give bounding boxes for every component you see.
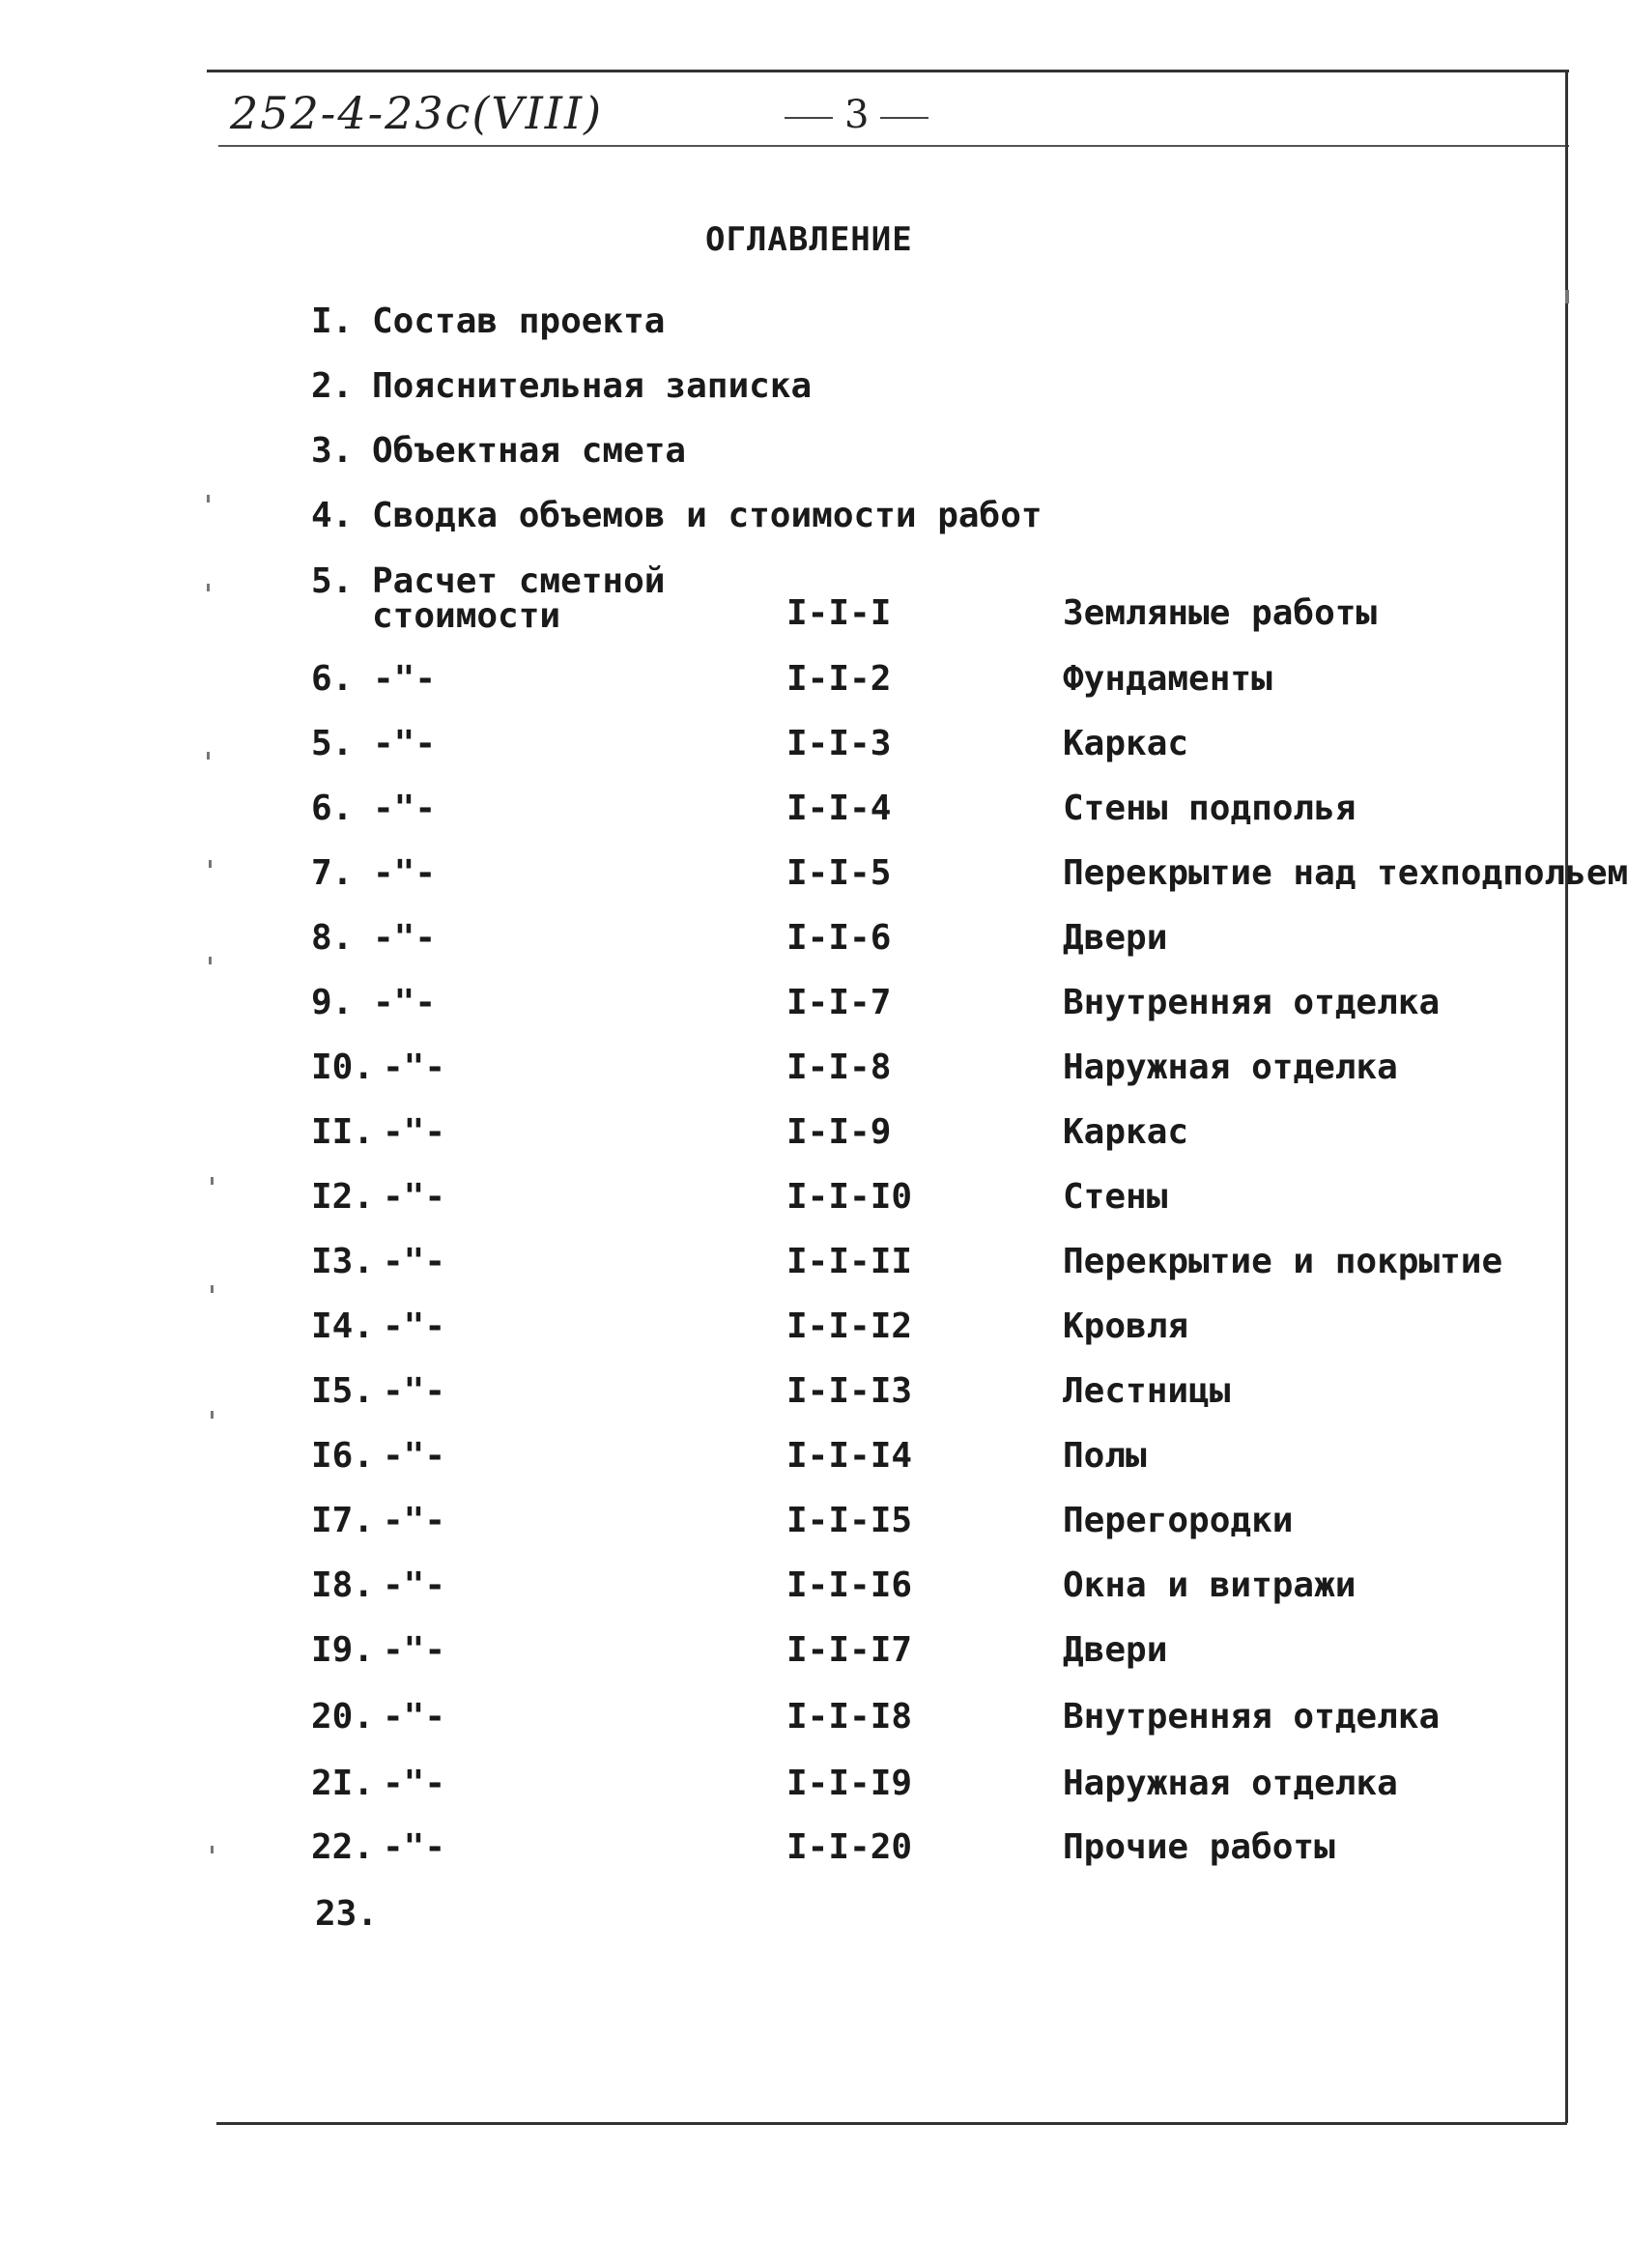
- row-ditto: -"-: [383, 1827, 446, 1867]
- row-number: 22.: [311, 1827, 375, 1867]
- table-row: [0, 1112, 1628, 1161]
- row-number: 9.: [311, 983, 354, 1022]
- estimate-code: I-I-9: [786, 1112, 892, 1152]
- row-ditto: -"-: [383, 1436, 446, 1476]
- estimate-title: Наружная отделка: [1063, 1764, 1398, 1803]
- row-number: 7.: [311, 853, 354, 893]
- row-ditto: -"-: [383, 1112, 446, 1152]
- table-row: [0, 853, 1628, 902]
- document-code: 252-4-23с(VIII): [230, 87, 604, 139]
- table-row: [0, 1242, 1628, 1290]
- row-ditto: -"-: [373, 983, 437, 1022]
- row-ditto: -"-: [383, 1764, 446, 1803]
- row-ditto: -"-: [373, 724, 437, 763]
- scan-speck: [211, 1177, 214, 1185]
- estimate-code: I-I-6: [786, 918, 892, 958]
- table-row: [0, 1306, 1628, 1355]
- frame-bottom-line: [216, 2122, 1567, 2125]
- row-number: I4.: [311, 1306, 375, 1346]
- row-number: I2.: [311, 1177, 375, 1217]
- row-number: I9.: [311, 1630, 375, 1670]
- row-number: I6.: [311, 1436, 375, 1476]
- row-number: 8.: [311, 918, 354, 958]
- frame-right-line: [1565, 70, 1568, 2123]
- toc-item-text: Состав проекта: [372, 301, 666, 341]
- row-ditto: -"-: [383, 1177, 446, 1217]
- row-number: I7.: [311, 1501, 375, 1540]
- row-number: I0.: [311, 1048, 375, 1087]
- page-number-dash-left: [785, 117, 833, 119]
- toc-item-text: Пояснительная записка: [372, 366, 813, 406]
- row-ditto: -"-: [383, 1501, 446, 1540]
- estimate-code: I-I-I: [786, 593, 892, 633]
- estimate-code: I-I-I8: [786, 1697, 913, 1737]
- estimate-title: Двери: [1063, 918, 1168, 958]
- estimate-title: Перегородки: [1063, 1501, 1294, 1540]
- row-ditto: -"-: [373, 853, 437, 893]
- toc-item-number: 2.: [311, 366, 354, 406]
- table-row: [0, 1048, 1628, 1096]
- estimate-code: I-I-7: [786, 983, 892, 1022]
- table-row: [0, 1827, 1628, 1876]
- table-row: [0, 1630, 1628, 1679]
- scan-speck: [207, 495, 210, 502]
- toc-item-number: 5.: [311, 561, 354, 601]
- page-number-dash-right: [880, 117, 928, 119]
- toc-item-text: Объектная смета: [372, 431, 687, 471]
- row-ditto: -"-: [373, 789, 437, 828]
- frame-top-line: [207, 70, 1569, 72]
- estimate-code: I-I-I7: [786, 1630, 913, 1670]
- estimate-title: Внутренняя отделка: [1063, 983, 1441, 1022]
- header-divider-line: [218, 145, 1569, 147]
- estimate-title: Кровля: [1063, 1306, 1189, 1346]
- row-number: 20.: [311, 1697, 375, 1737]
- table-row: [0, 789, 1628, 837]
- estimate-title: Земляные работы: [1063, 593, 1378, 633]
- toc-item-number: 4.: [311, 496, 354, 535]
- page-title: ОГЛАВЛЕНИЕ: [705, 220, 913, 259]
- estimate-title: Перекрытие и покрытие: [1063, 1242, 1503, 1281]
- table-row: [0, 1177, 1628, 1225]
- page-number: [773, 93, 940, 137]
- scan-speck: [209, 860, 212, 868]
- toc-simple-list: [311, 301, 1042, 560]
- toc-last-item-number: 23.: [315, 1894, 379, 1934]
- estimate-code: I-I-I3: [786, 1371, 913, 1411]
- scan-speck: [209, 957, 212, 964]
- estimate-code: I-I-8: [786, 1048, 892, 1087]
- toc-calc-heading-row: [0, 593, 1628, 642]
- estimate-code: I-I-4: [786, 789, 892, 828]
- row-ditto: -"-: [383, 1630, 446, 1670]
- row-number: I8.: [311, 1565, 375, 1605]
- table-row: [0, 1697, 1628, 1745]
- row-ditto: -"-: [383, 1048, 446, 1087]
- estimate-title: Каркас: [1063, 724, 1189, 763]
- scan-speck: [1565, 290, 1569, 303]
- toc-item-number: I.: [311, 301, 354, 341]
- toc-item: [311, 301, 1042, 366]
- scan-speck: [211, 1285, 214, 1293]
- estimate-code: I-I-II: [786, 1242, 913, 1281]
- scan-speck: [211, 1411, 214, 1419]
- row-ditto: -"-: [383, 1565, 446, 1605]
- row-number: I5.: [311, 1371, 375, 1411]
- scan-speck: [207, 584, 210, 591]
- row-ditto: -"-: [383, 1697, 446, 1737]
- estimate-title: Стены: [1063, 1177, 1168, 1217]
- table-row: [0, 1501, 1628, 1549]
- estimate-code: I-I-I4: [786, 1436, 913, 1476]
- estimate-title: Каркас: [1063, 1112, 1189, 1152]
- scan-speck: [211, 1846, 214, 1853]
- estimate-code: I-I-I5: [786, 1501, 913, 1540]
- estimate-code: I-I-2: [786, 659, 892, 699]
- estimate-title: Стены подполья: [1063, 789, 1357, 828]
- row-number: 6.: [311, 659, 354, 699]
- row-ditto: -"-: [383, 1306, 446, 1346]
- toc-item-text: Сводка объемов и стоимости работ: [372, 496, 1042, 535]
- estimate-code: I-I-5: [786, 853, 892, 893]
- table-row: [0, 1764, 1628, 1812]
- row-ditto: -"-: [373, 918, 437, 958]
- toc-item-number: 3.: [311, 431, 354, 471]
- row-ditto: -"-: [383, 1371, 446, 1411]
- row-ditto: -"-: [373, 659, 437, 699]
- table-row: [0, 659, 1628, 707]
- table-row: [0, 724, 1628, 772]
- estimate-title: Окна и витражи: [1063, 1565, 1357, 1605]
- estimate-title: Прочие работы: [1063, 1827, 1335, 1867]
- estimate-code: I-I-I9: [786, 1764, 913, 1803]
- estimate-title: Перекрытие над техподпольем: [1063, 853, 1628, 893]
- row-number: I3.: [311, 1242, 375, 1281]
- row-number: 6.: [311, 789, 354, 828]
- page-number-value: 3: [844, 93, 870, 137]
- row-number: II.: [311, 1112, 375, 1152]
- estimate-code: I-I-I0: [786, 1177, 913, 1217]
- row-number: 2I.: [311, 1764, 375, 1803]
- estimate-code: I-I-3: [786, 724, 892, 763]
- estimate-title: Полы: [1063, 1436, 1147, 1476]
- row-number: 5.: [311, 724, 354, 763]
- row-ditto: -"-: [383, 1242, 446, 1281]
- estimate-code: I-I-20: [786, 1827, 913, 1867]
- estimate-title: Двери: [1063, 1630, 1168, 1670]
- estimate-title: Внутренняя отделка: [1063, 1697, 1441, 1737]
- estimate-code: I-I-I6: [786, 1565, 913, 1605]
- table-row: [0, 918, 1628, 966]
- toc-item: [311, 366, 1042, 431]
- table-row: [0, 983, 1628, 1031]
- toc-item: [311, 496, 1042, 560]
- calc-heading-line1: Расчет сметной: [372, 561, 666, 601]
- estimate-code: I-I-I2: [786, 1306, 913, 1346]
- scan-speck: [207, 752, 210, 760]
- table-row: [0, 1371, 1628, 1420]
- calc-heading-line2: стоимости: [372, 596, 561, 636]
- table-row: [0, 1436, 1628, 1484]
- estimate-title: Фундаменты: [1063, 659, 1272, 699]
- table-row: [0, 1565, 1628, 1614]
- estimate-title: Лестницы: [1063, 1371, 1231, 1411]
- toc-item: [311, 431, 1042, 496]
- estimate-title: Наружная отделка: [1063, 1048, 1398, 1087]
